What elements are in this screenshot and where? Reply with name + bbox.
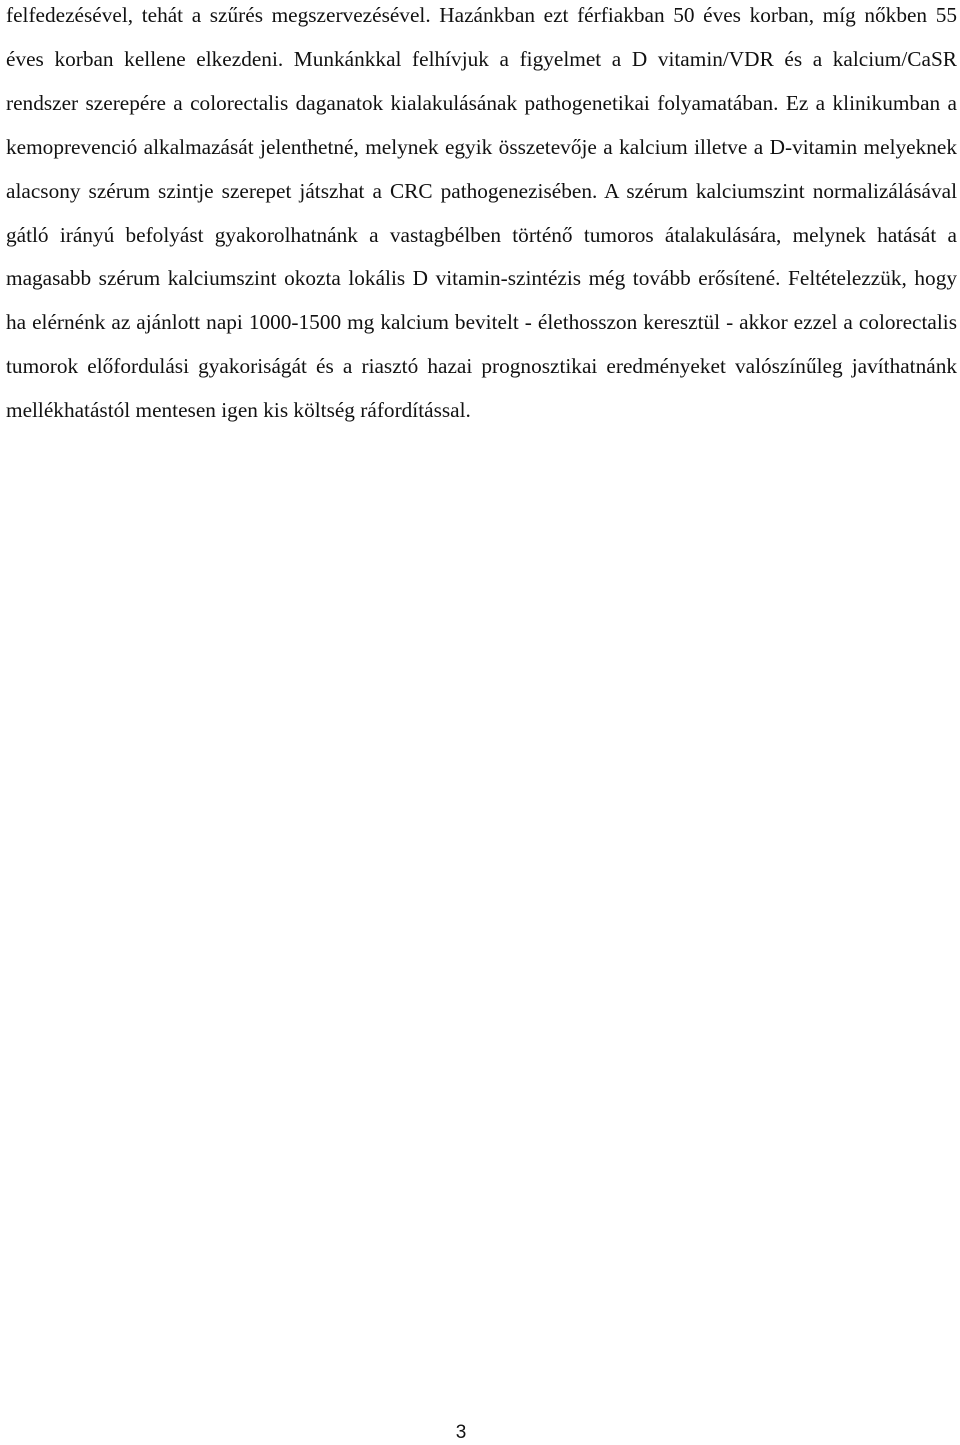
page-number: 3: [455, 1422, 467, 1443]
body-paragraph: felfedezésével, tehát a szűrés megszervezésével. Hazánkban ezt férfiakban 50 éves korban, míg nőkben 55 éves korban kellene elkezdeni. Munkánkkal felhívjuk a figyelmet a D vitamin/VDR és a kalcium/CaSR rendszer szerepére a colorectalis daganatok kialakulásának pathogenetikai folyamatában. Ez a klinikumban a kemoprevenció alkalmazását jelenthetné, melynek egyik összetevője a kalcium illetve a D-vitamin melyeknek alacsony szérum szintje szerepet játszhat a CRC pathogenezisében. A szérum kalciumszint normalizálásával gátló irányú befolyást gyakorolhatnánk a vastagbélben történő tumoros átalakulására, melynek hatását a magasabb szérum kalciumszint okozta lokális D vitamin-szintézis még tovább erősítené. Feltételezzük, hogy ha elérnénk az ajánlott napi 1000-1500 mg kalcium bevitelt - élethosszon keresztül - akkor ezzel a colorectalis tumorok előfordulási gyakoriságát és a riasztó hazai prognosztikai eredményeket valószínűleg javíthatnánk mellékhatástól mentesen igen kis költség ráfordítással.: [6, 3, 957, 423]
page-number-container: [0, 1421, 960, 1445]
